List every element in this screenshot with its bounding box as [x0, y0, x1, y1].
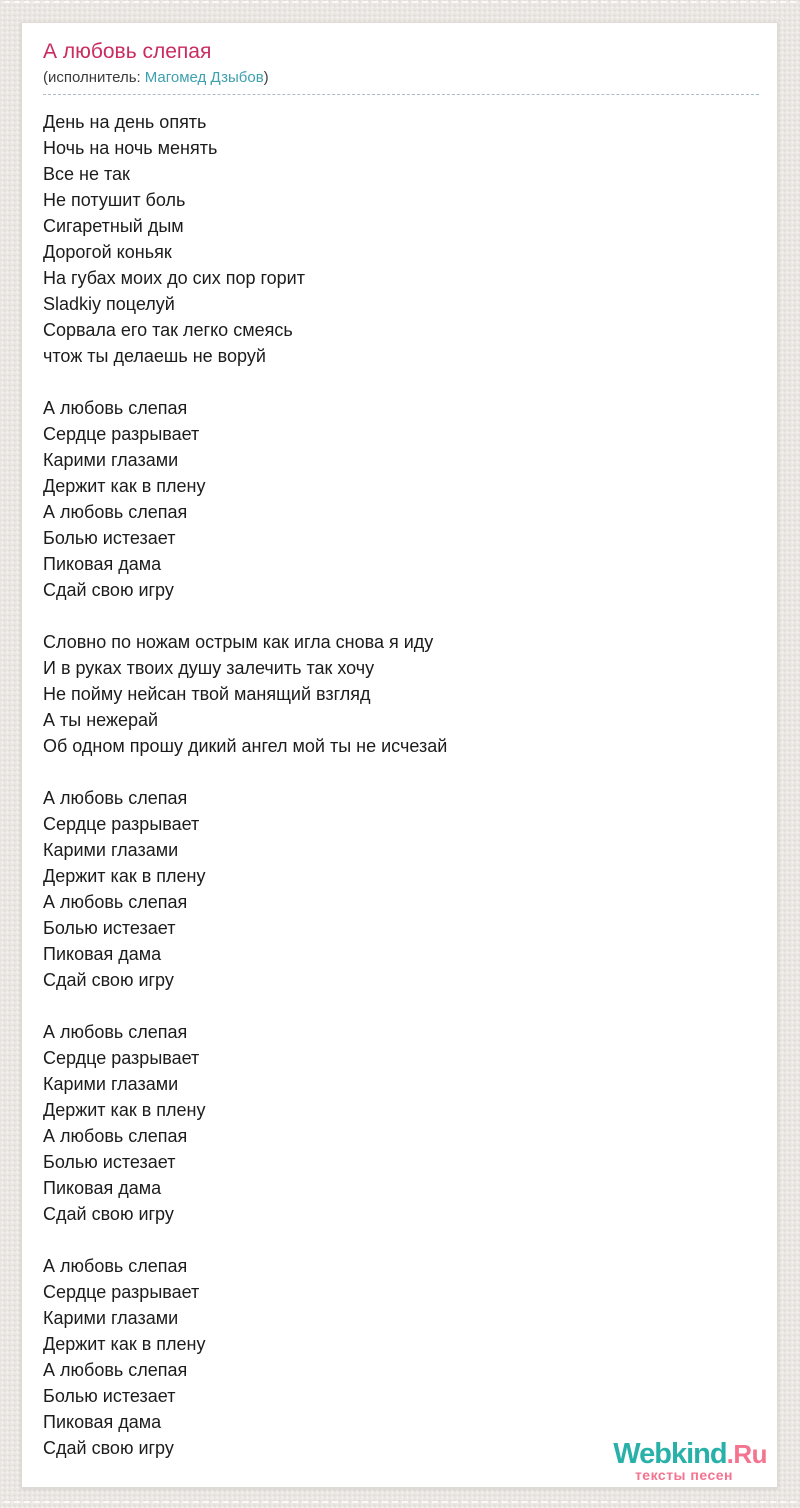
- lyric-line: Болью истезает: [43, 918, 176, 938]
- lyric-line: Дорогой коньяк: [43, 242, 172, 262]
- lyric-line: И в руках твоих душу залечить так хочу: [43, 658, 375, 678]
- webkind-logo[interactable]: [613, 1439, 767, 1483]
- lyric-line: Болью истезает: [43, 1386, 176, 1406]
- lyric-line: А любовь слепая: [43, 1256, 188, 1276]
- lyric-line: Sladkiy поцелуй: [43, 294, 175, 314]
- lyric-line: Словно по ножам острым как игла снова я иду: [43, 632, 434, 652]
- page-top-dashed-border: [4, 1, 796, 3]
- logo-tagline: тексты песен: [634, 1467, 733, 1483]
- lyrics-stanza: [43, 395, 759, 603]
- lyric-line: А любовь слепая: [43, 788, 188, 808]
- lyric-line: Не пойму нейсан твой манящий взгляд: [43, 684, 371, 704]
- lyrics-stanza: [43, 629, 759, 759]
- logo-main-text: Webkind: [613, 1438, 727, 1470]
- lyric-line: Об одном прошу дикий ангел мой ты не исчезай: [43, 736, 448, 756]
- lyric-line: Сигаретный дым: [43, 216, 184, 236]
- lyric-line: Пиковая дама: [43, 554, 162, 574]
- lyric-line: День на день опять: [43, 112, 207, 132]
- lyric-line: Сдай свою игру: [43, 1204, 174, 1224]
- lyric-line: Держит как в плену: [43, 1334, 206, 1354]
- lyrics-text: [43, 109, 759, 1461]
- lyric-line: Сердце разрывает: [43, 814, 200, 834]
- lyric-line: Сдай свою игру: [43, 1438, 174, 1458]
- lyric-line: Карими глазами: [43, 1308, 179, 1328]
- lyrics-stanza: [43, 1253, 759, 1461]
- lyric-line: Карими глазами: [43, 840, 179, 860]
- lyric-line: Ночь на ночь менять: [43, 138, 218, 158]
- page-title: А любовь слепая: [43, 40, 212, 63]
- lyric-line: Сердце разрывает: [43, 424, 200, 444]
- lyric-line: Сердце разрывает: [43, 1282, 200, 1302]
- lyric-line: Держит как в плену: [43, 476, 206, 496]
- lyric-line: А любовь слепая: [43, 502, 188, 522]
- lyric-line: Сдай свою игру: [43, 970, 174, 990]
- lyric-line: Сердце разрывает: [43, 1048, 200, 1068]
- lyric-line: Пиковая дама: [43, 1178, 162, 1198]
- lyric-line: Сдай свою игру: [43, 580, 174, 600]
- content-area: [22, 23, 777, 1461]
- lyric-line: А любовь слепая: [43, 398, 188, 418]
- lyric-line: На губах моих до сих пор горит: [43, 268, 305, 288]
- lyric-line: А любовь слепая: [43, 1022, 188, 1042]
- artist-suffix-label: ): [263, 69, 269, 86]
- lyric-line: Болью истезает: [43, 528, 176, 548]
- artist-link[interactable]: Магомед Дзыбов: [144, 69, 264, 86]
- lyric-line: А любовь слепая: [43, 1360, 188, 1380]
- lyrics-stanza: [43, 109, 759, 369]
- page-bottom-dashed-border: [4, 1501, 796, 1503]
- lyric-line: Не потушит боль: [43, 190, 186, 210]
- lyrics-stanza: [43, 1019, 759, 1227]
- lyric-line: Карими глазами: [43, 1074, 179, 1094]
- lyric-line: чтож ты делаешь не воруй: [43, 346, 266, 366]
- lyric-line: Пиковая дама: [43, 1412, 162, 1432]
- artist-prefix-label: (исполнитель:: [43, 69, 141, 86]
- lyrics-stanza: [43, 785, 759, 993]
- lyric-line: Держит как в плену: [43, 1100, 206, 1120]
- lyric-line: Сорвала его так легко смеясь: [43, 320, 293, 340]
- lyric-line: А любовь слепая: [43, 892, 188, 912]
- lyric-line: Карими глазами: [43, 450, 179, 470]
- lyric-line: Все не так: [43, 164, 130, 184]
- lyric-line: А любовь слепая: [43, 1126, 188, 1146]
- lyric-line: Держит как в плену: [43, 866, 206, 886]
- lyric-line: А ты нежерай: [43, 710, 159, 730]
- lyric-line: Пиковая дама: [43, 944, 162, 964]
- artist-line: [43, 68, 759, 95]
- lyric-line: Болью истезает: [43, 1152, 176, 1172]
- logo-ru-text: .Ru: [726, 1439, 767, 1469]
- webkind-logo-wordmark: [613, 1439, 767, 1469]
- content-card: [21, 22, 778, 1488]
